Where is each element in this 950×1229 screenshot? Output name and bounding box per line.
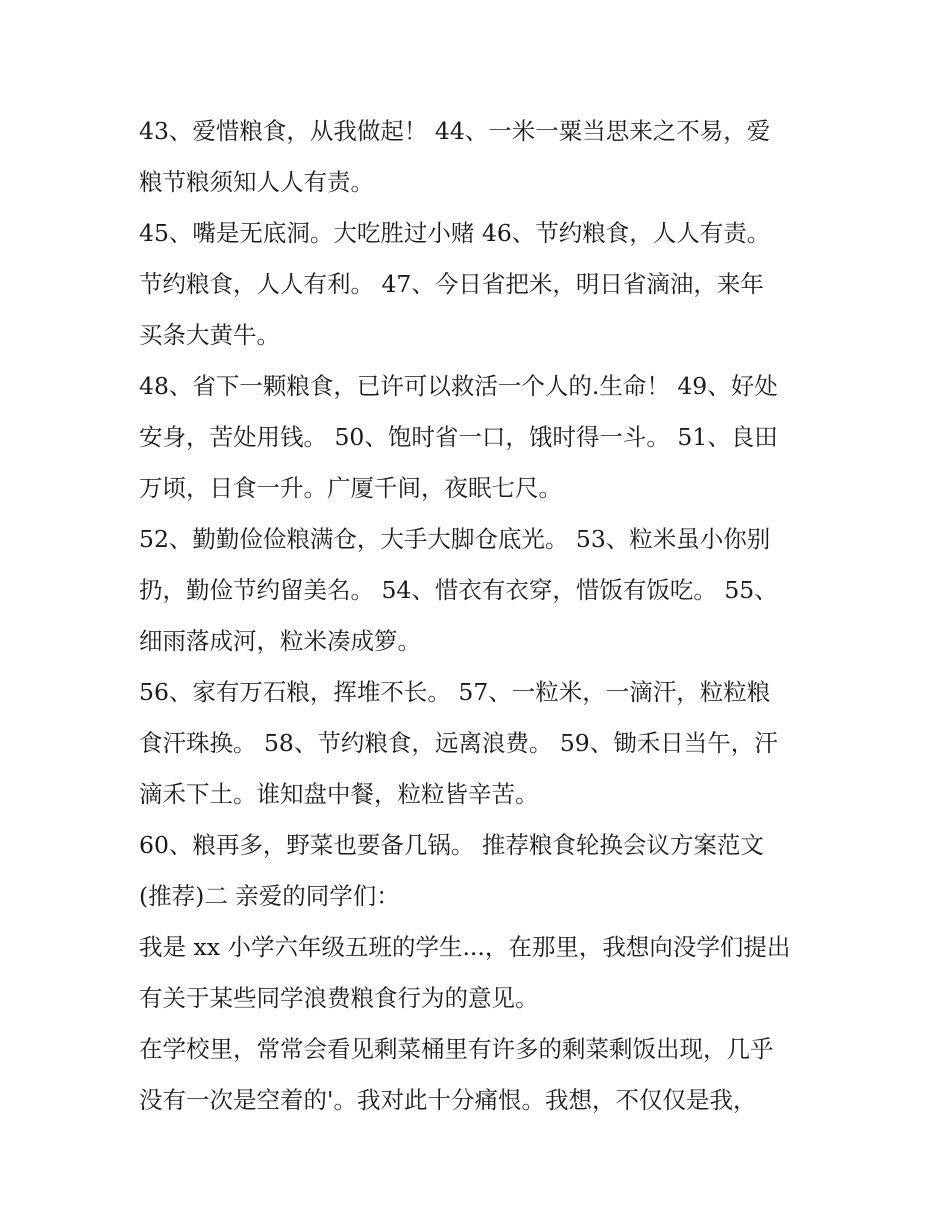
text-line: 56、家有万石粮，挥堆不长。 57、一粒米，一滴汗，粒粒粮: [139, 678, 771, 706]
paragraph-slogans-52-55: [139, 514, 819, 667]
text-line: 万顷，日食一升。广厦千间，夜眠七尺。: [139, 474, 562, 502]
paragraph-slogans-56-59: [139, 667, 819, 820]
text-line: 扔，勤俭节约留美名。 54、惜衣有衣穿，惜饭有饭吃。 55、: [139, 576, 778, 604]
paragraph-slogans-45-47: [139, 208, 819, 361]
paragraph-school-waste: [139, 1024, 819, 1126]
text-line: 食汗珠换。 58、节约粮食，远离浪费。 59、锄禾日当午，汗: [139, 729, 778, 757]
text-line: 没有一次是空着的'。我对此十分痛恨。我想，不仅仅是我，: [139, 1086, 757, 1114]
text-line: 滴禾下土。谁知盘中餐，粒粒皆辛苦。: [139, 780, 539, 808]
document-body: [139, 106, 819, 1126]
text-line: 安身，苦处用钱。 50、饱时省一口，饿时得一斗。 51、良田: [139, 423, 778, 451]
text-line: (推荐)二 亲爱的同学们：: [139, 882, 400, 910]
text-line: 48、省下一颗粮食，已许可以救活一个人的.生命！ 49、好处: [139, 372, 778, 400]
paragraph-slogans-43-44: [139, 106, 819, 208]
text-line: 45、嘴是无底洞。大吃胜过小赌 46、节约粮食，人人有责。: [139, 219, 771, 247]
text-line: 60、粮再多，野菜也要备几锅。 推荐粮食轮换会议方案范文: [139, 831, 764, 859]
text-line: 有关于某些同学浪费粮食行为的意见。: [139, 984, 539, 1012]
text-line: 43、爱惜粮食，从我做起！ 44、一米一粟当思来之不易，爱: [139, 117, 771, 145]
paragraph-introduction: [139, 922, 819, 1024]
text-line: 52、勤勤俭俭粮满仓，大手大脚仓底光。 53、粒米虽小你别: [139, 525, 771, 553]
text-line: 在学校里，常常会看见剩菜桶里有许多的剩菜剩饭出现，几乎: [139, 1035, 774, 1063]
text-line: 细雨落成河，粒米凑成箩。: [139, 627, 421, 655]
text-line: 粮节粮须知人人有责。: [139, 168, 374, 196]
text-line: 买条大黄牛。: [139, 321, 280, 349]
text-line: 我是 xx 小学六年级五班的学生...，在那里，我想向没学们提出: [139, 933, 791, 961]
paragraph-slogans-48-51: [139, 361, 819, 514]
paragraph-slogan-60-and-heading: [139, 820, 819, 922]
text-line: 节约粮食，人人有利。 47、今日省把米，明日省滴油，来年: [139, 270, 764, 298]
